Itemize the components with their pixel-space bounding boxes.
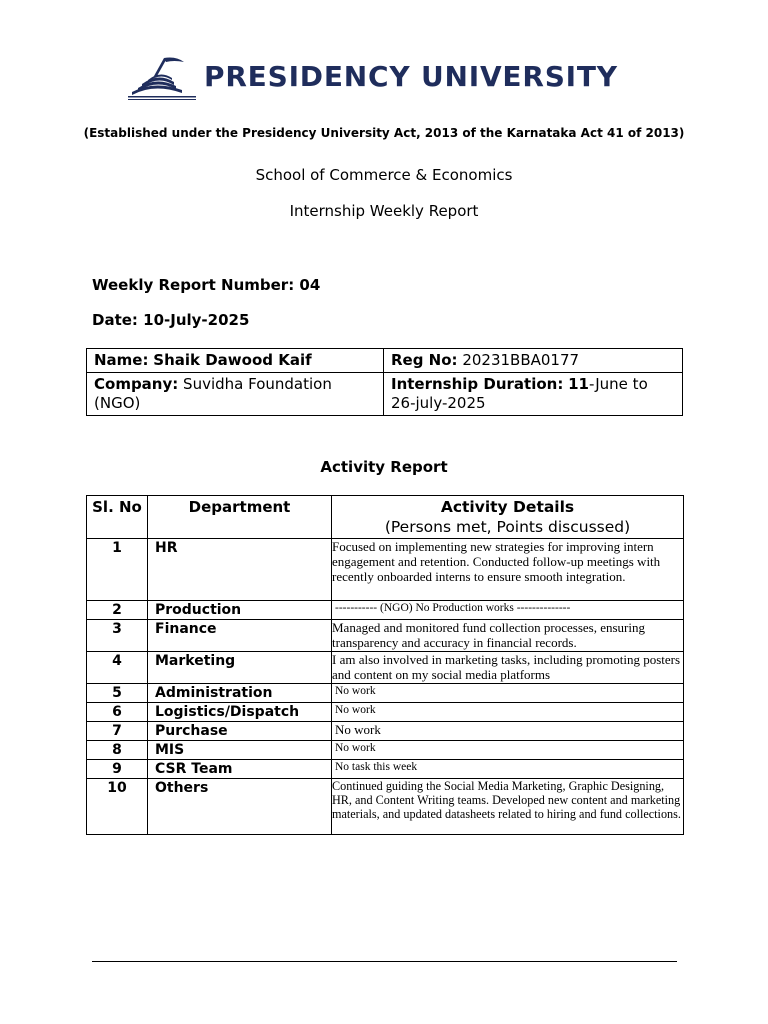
details-header-subtitle: (Persons met, Points discussed) xyxy=(384,518,631,536)
row-department: HR xyxy=(148,539,332,601)
row-sl: 3 xyxy=(87,620,148,652)
activity-details-header xyxy=(332,496,684,539)
report-date: Date: 10-July-2025 xyxy=(92,311,250,329)
table-row xyxy=(87,601,684,620)
row-department: Logistics/Dispatch xyxy=(148,703,332,722)
row-sl: 8 xyxy=(87,741,148,760)
reg-label: Reg No: xyxy=(391,351,458,369)
table-row xyxy=(87,539,684,601)
table-row xyxy=(87,779,684,835)
sl-no-header: Sl. No xyxy=(87,496,148,539)
department-header: Department xyxy=(148,496,332,539)
table-row xyxy=(87,741,684,760)
weekly-report-number: Weekly Report Number: 04 xyxy=(92,276,321,294)
reg-number: 20231BBA0177 xyxy=(462,351,580,369)
row-department: Finance xyxy=(148,620,332,652)
duration-label: Internship Duration: xyxy=(391,375,564,393)
table-row xyxy=(87,760,684,779)
row-details: No work xyxy=(332,722,684,741)
student-info-table xyxy=(86,348,683,416)
company-cell xyxy=(87,373,384,416)
row-sl: 7 xyxy=(87,722,148,741)
book-emblem-icon xyxy=(124,54,200,102)
name-cell xyxy=(87,349,384,373)
row-details: Continued guiding the Social Media Marketing, Graphic Designing, HR, and Content Writing teams. Developed new content and marketing materials, and updated datasheets related to hiring and fund collections. xyxy=(332,779,684,835)
row-department: Purchase xyxy=(148,722,332,741)
school-name: School of Commerce & Economics xyxy=(255,166,513,184)
activity-table xyxy=(86,495,684,835)
row-details: Managed and monitored fund collection processes, ensuring transparency and accuracy in financial records. xyxy=(332,620,684,652)
row-details: I am also involved in marketing tasks, including promoting posters and content on my social media platforms xyxy=(332,652,684,684)
row-details: Focused on implementing new strategies for improving intern engagement and retention. Conducted follow-up meetings with recently onboarded interns to ensure smooth integration. xyxy=(332,539,684,601)
row-sl: 5 xyxy=(87,684,148,703)
university-logo xyxy=(124,54,650,102)
table-row xyxy=(87,703,684,722)
activity-report-title: Activity Report xyxy=(320,458,448,476)
company-name: Suvidha Foundation (NGO) xyxy=(94,375,332,412)
row-details: No work xyxy=(332,741,684,760)
row-sl: 1 xyxy=(87,539,148,601)
row-sl: 9 xyxy=(87,760,148,779)
row-sl: 4 xyxy=(87,652,148,684)
row-department: Others xyxy=(148,779,332,835)
table-row xyxy=(87,722,684,741)
row-department: Production xyxy=(148,601,332,620)
row-department: MIS xyxy=(148,741,332,760)
report-title: Internship Weekly Report xyxy=(289,202,479,220)
row-sl: 6 xyxy=(87,703,148,722)
row-details: No task this week xyxy=(332,760,684,779)
reg-cell xyxy=(384,349,683,373)
table-row xyxy=(87,652,684,684)
row-sl: 2 xyxy=(87,601,148,620)
row-department: Marketing xyxy=(148,652,332,684)
established-note: (Established under the Presidency University Act, 2013 of the Karnataka Act 41 of 2013) xyxy=(83,126,685,140)
row-department: CSR Team xyxy=(148,760,332,779)
row-details: No work xyxy=(332,703,684,722)
footer-rule xyxy=(92,961,677,962)
row-department: Administration xyxy=(148,684,332,703)
name-label: Name: xyxy=(94,351,149,369)
details-header-title: Activity Details xyxy=(440,498,575,516)
row-details: ----------- (NGO) No Production works -------------- xyxy=(332,601,684,620)
duration-rest: -June to 26-july-2025 xyxy=(391,375,648,412)
duration-start: 11 xyxy=(568,375,589,393)
table-row xyxy=(87,620,684,652)
row-sl: 10 xyxy=(87,779,148,835)
student-name: Shaik Dawood Kaif xyxy=(153,351,312,369)
row-details: No work xyxy=(332,684,684,703)
company-label: Company: xyxy=(94,375,179,393)
duration-cell xyxy=(384,373,683,416)
table-row xyxy=(87,684,684,703)
university-name: PRESIDENCY UNIVERSITY xyxy=(204,60,618,93)
